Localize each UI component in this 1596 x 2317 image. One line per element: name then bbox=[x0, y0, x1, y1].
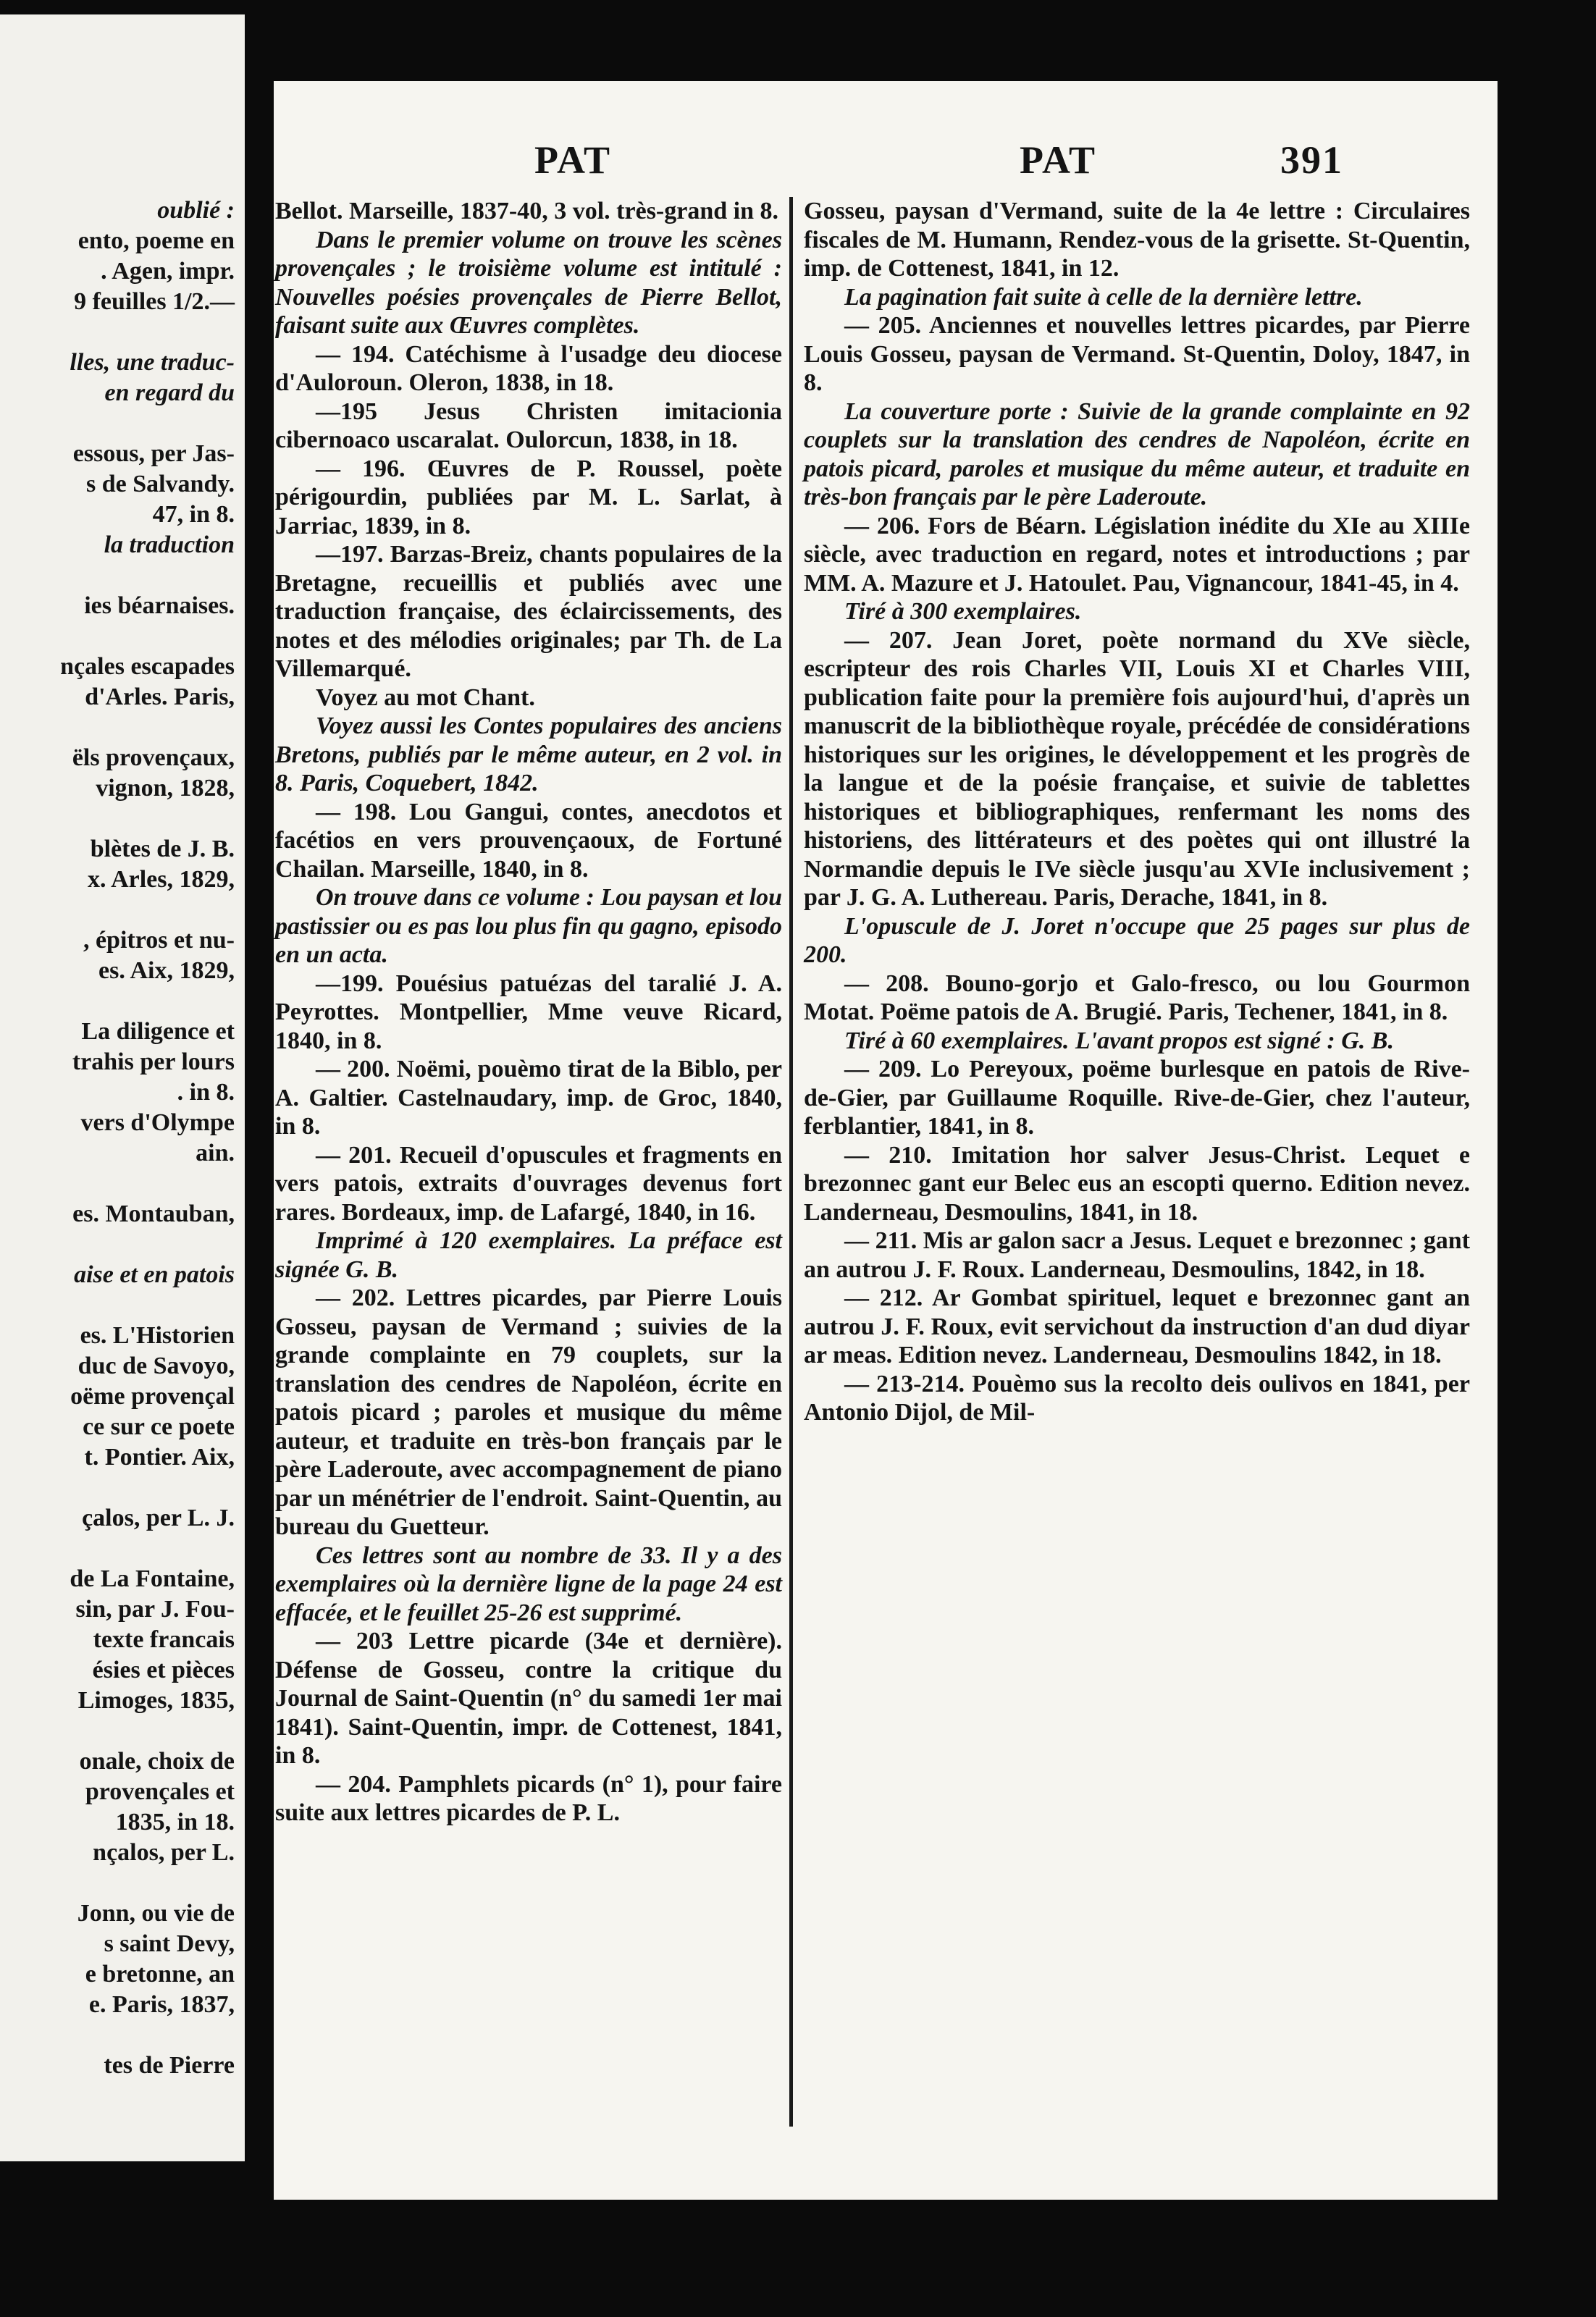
bibliography-entry: Gosseu, paysan d'Vermand, suite de la 4e lettre : Circulaires fiscales de M. Humann, Rendez-vous de la grisette. St-Quentin, imp. de Cottenest, 1841, in 12. bbox=[804, 198, 1470, 282]
prev-page-line: . in 8. bbox=[177, 1079, 235, 1106]
prev-page-line: vers d'Olympe bbox=[80, 1109, 235, 1136]
prev-page-line: . Agen, impr. bbox=[101, 258, 235, 285]
prev-page-line: ésies et pièces bbox=[92, 1657, 235, 1683]
prev-page-line: oëme provençal bbox=[70, 1383, 235, 1410]
prev-page-line: nçalos, per L. bbox=[93, 1839, 235, 1866]
prev-page-line: provençales et bbox=[85, 1778, 235, 1805]
prev-page-line: ento, poeme en bbox=[77, 227, 235, 254]
prev-page-line: vignon, 1828, bbox=[96, 775, 235, 802]
running-head-left: PAT bbox=[534, 138, 611, 182]
prev-page-line: 47, in 8. bbox=[152, 501, 235, 528]
bibliography-entry: — 198. Lou Gangui, contes, anecdotos et facétios en vers prouvençaoux, de Fortuné Chailan. Marseille, 1840, in 8. bbox=[275, 798, 782, 883]
bibliography-entry: L'opuscule de J. Joret n'occupe que 25 pages sur plus de 200. bbox=[804, 912, 1470, 968]
prev-page-line: ce sur ce poete bbox=[83, 1413, 235, 1440]
bibliography-entry: —197. Barzas-Breiz, chants populaires de la Bretagne, recueillis et publiés avec une traduction française, des éclaircissements, des notes et des mélodies originales; par Th. de La Villemarqué. bbox=[275, 541, 782, 682]
prev-page-line: ain. bbox=[196, 1140, 235, 1166]
prev-page-line: çalos, per L. J. bbox=[82, 1505, 235, 1531]
bibliography-entry: — 213-214. Pouèmo sus la recolto deis oulivos en 1841, per Antonio Dijol, de Mil- bbox=[804, 1370, 1470, 1426]
bibliography-entry: Ces lettres sont au nombre de 33. Il y a des exemplaires où la dernière ligne de la page 24 est effacée, et le feuillet 25-26 est supprimé. bbox=[275, 1542, 782, 1626]
prev-page-line: lles, une traduc- bbox=[70, 349, 235, 376]
bibliography-entry: —199. Pouésius patuézas del taralié J. A. Peyrottes. Montpellier, Mme veuve Ricard, 1840, in 8. bbox=[275, 970, 782, 1054]
prev-page-line: e. Paris, 1837, bbox=[88, 1991, 235, 2018]
prev-page-line: aise et en patois bbox=[74, 1261, 235, 1288]
previous-page-fragment bbox=[0, 14, 245, 2161]
prev-page-line: essous, per Jas- bbox=[72, 440, 235, 467]
prev-page-line: e bretonne, an bbox=[85, 1961, 235, 1988]
prev-page-line: nçales escapades bbox=[60, 653, 235, 680]
prev-page-line: ëls provençaux, bbox=[72, 744, 235, 771]
bibliography-entry: — 194. Catéchisme à l'usadge deu diocese d'Auloroun. Oleron, 1838, in 18. bbox=[275, 340, 782, 396]
prev-page-line: tes de Pierre bbox=[104, 2052, 235, 2079]
bibliography-entry: Voyez au mot Chant. bbox=[316, 684, 535, 711]
prev-page-line: es. Aix, 1829, bbox=[98, 957, 235, 984]
bibliography-entry: — 207. Jean Joret, poète normand du XVe siècle, escripteur des rois Charles VII, Louis XI et Charles VIII, publication faite pour la première fois aujourd'hui, d'après un manuscrit de la bibliothèque royale, précédée de considérations historiques sur les origines, le développement et les progrès de la langue et de la poésie française, et suivie de tablettes historiques et bibliographiques, renfermant les noms des historiens, des littérateurs et des poètes qui ont illustré la Normandie depuis le IVe siècle jusqu'au XVIe inclusivement ; par J. G. A. Luthereau. Paris, Derache, 1841, in 8. bbox=[804, 626, 1470, 911]
prev-page-line: duc de Savoyo, bbox=[77, 1353, 235, 1379]
prev-page-line: onale, choix de bbox=[79, 1748, 235, 1775]
prev-page-line: es. Montauban, bbox=[72, 1200, 235, 1227]
prev-page-line: sin, par J. Fou- bbox=[75, 1596, 235, 1623]
bibliography-entry: La couverture porte : Suivie de la grande complainte en 92 couplets sur la translation des cendres de Napoléon, écrite en patois picard, paroles et musique du même auteur, et traduite en très-bon français par le père Laderoute. bbox=[804, 398, 1470, 510]
prev-page-line: oublié : bbox=[157, 197, 235, 224]
prev-page-line: Jonn, ou vie de bbox=[77, 1900, 235, 1927]
bibliography-entry: —195 Jesus Christen imitacionia cibernoaco uscaralat. Oulorcun, 1838, in 18. bbox=[275, 398, 782, 453]
bibliography-entry: — 203 Lettre picarde (34e et dernière). Défense de Gosseu, contre la critique du Journal de Saint-Quentin (n° du samedi 1er mai 1841). Saint-Quentin, impr. de Cottenest, 1841, in 8. bbox=[275, 1628, 782, 1769]
prev-page-line: s saint Devy, bbox=[104, 1930, 235, 1957]
prev-page-line: es. L'Historien bbox=[80, 1322, 235, 1349]
bibliography-entry: — 211. Mis ar galon sacr a Jesus. Lequet e brezonnec ; gant an autrou J. F. Roux. Landerneau, Desmoulins, 1842, in 18. bbox=[804, 1227, 1470, 1283]
right-column bbox=[804, 197, 1470, 1427]
bibliography-entry: — 210. Imitation hor salver Jesus-Christ. Lequet e brezonnec gant eur Belec eus an escopti querno. Edition nevez. Landerneau, Desmoulins, 1841, in 18. bbox=[804, 1141, 1470, 1226]
prev-page-line: 9 feuilles 1/2.— bbox=[74, 288, 235, 315]
prev-page-line: x. Arles, 1829, bbox=[87, 866, 235, 893]
bibliography-entry: Dans le premier volume on trouve les scènes provençales ; le troisième volume est intitulé : Nouvelles poésies provençales de Pierre Bellot, faisant suite aux Œuvres complètes. bbox=[275, 226, 782, 339]
prev-page-line: , épitros et nu- bbox=[83, 927, 235, 954]
bibliography-entry: — 212. Ar Gombat spirituel, lequet e brezonnec gant an autrou J. F. Roux, evit servichout da instruction d'an dud diyar ar meas. Edition nevez. Landerneau, Desmoulins 1842, in 18. bbox=[804, 1284, 1470, 1368]
prev-page-line: trahis per lours bbox=[72, 1048, 235, 1075]
prev-page-line: texte francais bbox=[93, 1626, 235, 1653]
bibliography-entry: La pagination fait suite à celle de la dernière lettre. bbox=[844, 283, 1363, 311]
prev-page-line: t. Pontier. Aix, bbox=[84, 1444, 235, 1471]
bibliography-entry: Imprimé à 120 exemplaires. La préface est signée G. B. bbox=[275, 1227, 782, 1283]
prev-page-line: de La Fontaine, bbox=[70, 1565, 235, 1592]
prev-page-line: blètes de J. B. bbox=[90, 836, 235, 862]
bibliography-entry: — 204. Pamphlets picards (n° 1), pour faire suite aux lettres picardes de P. L. bbox=[275, 1770, 782, 1826]
bibliography-entry: — 200. Noëmi, pouèmo tirat de la Biblo, per A. Galtier. Castelnaudary, imp. de Groc, 1840, in 8. bbox=[275, 1056, 782, 1140]
bibliography-entry: — 196. Œuvres de P. Roussel, poète périgourdin, publiées par M. L. Sarlat, à Jarriac, 1839, in 8. bbox=[275, 455, 782, 539]
prev-page-line: s de Salvandy. bbox=[85, 471, 235, 497]
page-number: 391 bbox=[1280, 138, 1343, 182]
bibliography-entry: — 206. Fors de Béarn. Législation inédite du XIe au XIIIe siècle, avec traduction en regard, notes et introductions ; par MM. A. Mazure et J. Hatoulet. Pau, Vignancour, 1841-45, in 4. bbox=[804, 512, 1470, 597]
bibliography-entry: Tiré à 300 exemplaires. bbox=[844, 598, 1082, 625]
prev-page-line: Limoges, 1835, bbox=[77, 1687, 235, 1714]
bibliography-entry: On trouve dans ce volume : Lou paysan et lou pastissier ou es pas lou plus fin qu gagno, episodo en un acta. bbox=[275, 884, 782, 968]
bibliography-entry: — 202. Lettres picardes, par Pierre Louis Gosseu, paysan de Vermand ; suivies de la grande complainte en 79 couplets, sur la translation des cendres de Napoléon, écrite en patois picard ; paroles et musique du même auteur, et traduite en très-bon français par le père Laderoute, avec accompagnement de piano par un ménétrier de l'endroit. Saint-Quentin, au bureau du Guetteur. bbox=[275, 1284, 782, 1540]
bibliography-entry: Tiré à 60 exemplaires. L'avant propos est signé : G. B. bbox=[844, 1027, 1394, 1054]
running-head-right: PAT bbox=[1020, 138, 1096, 182]
prev-page-line: d'Arles. Paris, bbox=[85, 684, 235, 710]
column-divider bbox=[789, 197, 793, 2127]
bibliography-entry: Voyez aussi les Contes populaires des anciens Bretons, publiés par le même auteur, en 2 vol. in 8. Paris, Coquebert, 1842. bbox=[275, 712, 782, 796]
bibliography-entry: — 201. Recueil d'opuscules et fragments en vers patois, extraits d'ouvrages devenus fort rares. Bordeaux, imp. de Lafargé, 1840, in 16. bbox=[275, 1141, 782, 1226]
bibliography-entry: — 205. Anciennes et nouvelles lettres picardes, par Pierre Louis Gosseu, paysan de Vermand. St-Quentin, Doloy, 1847, in 8. bbox=[804, 312, 1470, 396]
bibliography-entry: — 208. Bouno-gorjo et Galo-fresco, ou lou Gourmon Motat. Poëme patois de A. Brugié. Paris, Techener, 1841, in 8. bbox=[804, 970, 1470, 1025]
prev-page-line: la traduction bbox=[104, 531, 235, 558]
bibliography-entry: — 209. Lo Pereyoux, poëme burlesque en patois de Rive-de-Gier, par Guillaume Roquille. Rive-de-Gier, chez l'auteur, ferblantier, 1841, in 8. bbox=[804, 1056, 1470, 1140]
prev-page-line: 1835, in 18. bbox=[115, 1809, 235, 1835]
prev-page-line: ies béarnaises. bbox=[84, 592, 235, 619]
book-page bbox=[274, 81, 1498, 2200]
prev-page-line: en regard du bbox=[104, 379, 235, 406]
prev-page-line: La diligence et bbox=[81, 1018, 235, 1045]
bibliography-entry: Bellot. Marseille, 1837-40, 3 vol. très-grand in 8. bbox=[275, 198, 779, 224]
left-column bbox=[275, 197, 782, 1828]
